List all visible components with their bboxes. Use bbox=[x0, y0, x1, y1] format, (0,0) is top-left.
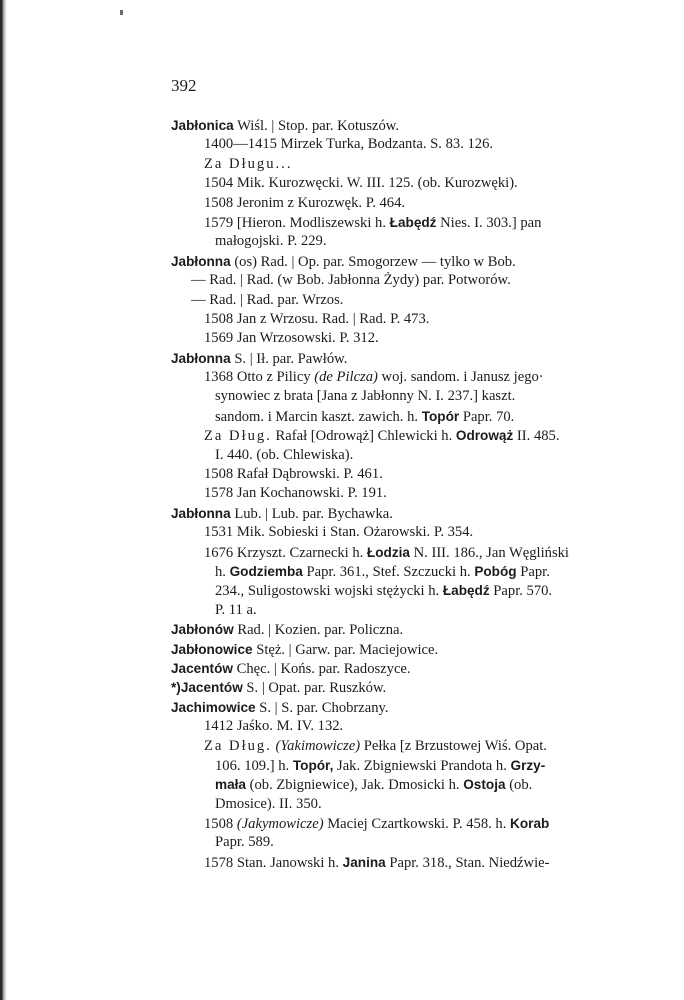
bold-term: Godziemba bbox=[229, 563, 303, 579]
bold-term: Jabłonna bbox=[171, 350, 231, 366]
text-run: 1508 bbox=[204, 816, 237, 833]
text-run: Za Dług. bbox=[204, 737, 272, 754]
text-run: P. 11 a. bbox=[215, 601, 257, 618]
bold-term: Łabędź bbox=[389, 214, 437, 230]
text-run: II. 485. bbox=[513, 428, 560, 445]
text-run: Papr. 318., Stan. Niedźwie- bbox=[385, 854, 550, 871]
text-run: Papr. 570. bbox=[489, 583, 553, 600]
bold-term: Pobóg bbox=[474, 563, 517, 579]
text-run: Stęż. | Garw. par. Maciejowice. bbox=[252, 641, 439, 658]
text-run: S. | Ił. par. Pawłów. bbox=[230, 350, 348, 367]
italic-variant: (Jakymowicze) bbox=[236, 816, 324, 833]
entry-heading-line bbox=[171, 349, 626, 368]
text-run: Za Długu... bbox=[204, 155, 293, 172]
bold-term: Odrowąż bbox=[455, 428, 514, 444]
entry-detail-line bbox=[171, 795, 626, 814]
entry-detail-line bbox=[171, 387, 626, 406]
bold-term: Topór, bbox=[292, 757, 334, 773]
text-run: (os) Rad. | Op. par. Smogorzew — tylko w Bob. bbox=[230, 253, 516, 270]
entry-detail-line bbox=[171, 853, 626, 872]
text-run: Rad. | Kozien. par. Policzna. bbox=[233, 622, 404, 639]
text-run: (ob. bbox=[505, 777, 533, 794]
text-run: Dmosice). II. 350. bbox=[215, 795, 322, 812]
text-run: synowiec z brata [Jana z Jabłonny N. I. 237.] kaszt. bbox=[215, 388, 516, 405]
entry-detail-line bbox=[171, 446, 626, 465]
gazetteer-text-block bbox=[171, 116, 626, 872]
text-run: (ob. Zbigniewice), Jak. Dmosicki h. bbox=[245, 777, 464, 794]
scan-mark bbox=[120, 10, 123, 15]
entry-detail-line bbox=[171, 562, 626, 581]
entry-detail-line bbox=[171, 601, 626, 620]
entry-heading-line bbox=[171, 659, 626, 678]
text-run: Pełka [z Brzustowej Wiś. Opat. bbox=[360, 737, 547, 754]
entry-detail-line bbox=[171, 484, 626, 503]
entry-detail-line bbox=[171, 543, 626, 562]
bold-term: Łabędź bbox=[442, 583, 490, 599]
text-run: Maciej Czartkowski. P. 458. h. bbox=[323, 816, 511, 833]
text-run: Papr. 70. bbox=[459, 408, 515, 425]
entry-detail-line bbox=[171, 775, 626, 794]
entry-detail-line bbox=[171, 814, 626, 833]
text-run: I. 440. (ob. Chlewiska). bbox=[215, 446, 354, 463]
italic-variant: (Yakimowicze) bbox=[275, 737, 361, 754]
text-run: 1508 Jeronim z Kurozwęk. P. 464. bbox=[204, 194, 406, 211]
bold-term: Korab bbox=[510, 816, 550, 832]
text-run: Chęc. | Końs. par. Radoszyce. bbox=[232, 660, 411, 677]
text-run: S. | S. par. Chobrzany. bbox=[255, 699, 389, 716]
text-run: 1579 [Hieron. Modliszewski h. bbox=[204, 214, 390, 231]
bold-term: Jabłonów bbox=[171, 622, 234, 638]
text-run: 1508 Jan z Wrzosu. Rad. | Rad. P. 473. bbox=[204, 310, 430, 327]
text-run: 1412 Jaśko. M. IV. 132. bbox=[204, 718, 344, 735]
bold-term: Jabłonna bbox=[171, 505, 231, 521]
text-run: małogojski. P. 229. bbox=[215, 233, 327, 250]
entry-detail-line bbox=[171, 717, 626, 736]
entry-detail-line bbox=[171, 271, 626, 290]
entry-detail-line bbox=[171, 756, 626, 775]
entry-detail-line bbox=[171, 329, 626, 348]
entry-heading-line bbox=[171, 252, 626, 271]
entry-detail-line bbox=[171, 368, 626, 387]
text-run: 1569 Jan Wrzosowski. P. 312. bbox=[204, 330, 379, 347]
text-run: Lub. | Lub. par. Bychawka. bbox=[230, 505, 393, 522]
entry-heading-line bbox=[171, 678, 626, 697]
text-run: 1676 Krzyszt. Czarnecki h. bbox=[204, 544, 367, 561]
text-run: sandom. i Marcin kaszt. zawich. h. bbox=[215, 408, 422, 425]
entry-detail-line bbox=[171, 174, 626, 193]
page-edge-shadow bbox=[0, 0, 7, 1000]
bold-term: Ostoja bbox=[463, 777, 506, 793]
text-run: h. bbox=[215, 563, 230, 580]
entry-heading-line bbox=[171, 640, 626, 659]
entry-heading-line bbox=[171, 620, 626, 639]
bold-term: Grzy- bbox=[510, 757, 546, 773]
text-run: 1504 Mik. Kurozwęcki. W. III. 125. (ob. Kurozwęki). bbox=[204, 175, 518, 192]
entry-detail-line bbox=[171, 737, 626, 756]
text-run: 1578 Jan Kochanowski. P. 191. bbox=[204, 485, 387, 502]
text-run: 1400—1415 Mirzek Turka, Bodzanta. S. 83. 126. bbox=[204, 136, 494, 153]
bold-term: Janina bbox=[342, 854, 386, 870]
entry-detail-line bbox=[171, 426, 626, 445]
bold-term: Jabłonowice bbox=[171, 641, 253, 657]
entry-detail-line bbox=[171, 465, 626, 484]
text-run: — Rad. | Rad. par. Wrzos. bbox=[191, 291, 344, 308]
text-run: 234., Suligostowski wojski stężycki h. bbox=[215, 583, 443, 600]
text-run: Rafał [Odrowąż] Chlewicki h. bbox=[271, 428, 456, 445]
text-run: woj. sandom. i Janusz jego· bbox=[377, 369, 544, 386]
bold-term: Jachimowice bbox=[171, 699, 256, 715]
bold-term: Jabłonna bbox=[171, 253, 231, 269]
entry-detail-line bbox=[171, 581, 626, 600]
text-run: Za Dług. bbox=[204, 428, 272, 445]
italic-variant: (de Pilcza) bbox=[314, 369, 378, 386]
entry-detail-line bbox=[171, 523, 626, 542]
page-number: 392 bbox=[171, 76, 197, 95]
entry-detail-line bbox=[171, 407, 626, 426]
bold-term: Jabłonica bbox=[171, 118, 234, 133]
bold-term: Jacentów bbox=[171, 660, 233, 676]
entry-detail-line bbox=[171, 232, 626, 251]
text-run: Nies. I. 303.] pan bbox=[436, 214, 542, 231]
text-run: — Rad. | Rad. (w Bob. Jabłonna Żydy) par. Potworów. bbox=[191, 272, 511, 289]
text-run: 1368 Otto z Pilicy bbox=[204, 369, 315, 386]
bold-term: *)Jacentów bbox=[171, 680, 243, 696]
text-run: Papr. 361., Stef. Szczucki h. bbox=[302, 563, 475, 580]
text-run: Papr. 589. bbox=[215, 834, 274, 851]
entry-detail-line bbox=[171, 155, 626, 174]
bold-term: Topór bbox=[421, 408, 460, 424]
text-run: 1508 Rafał Dąbrowski. P. 461. bbox=[204, 466, 383, 483]
text-run: N. III. 186., Jan Węgliński bbox=[409, 544, 569, 561]
entry-detail-line bbox=[171, 310, 626, 329]
text-run: 1531 Mik. Sobieski i Stan. Ożarowski. P. 354. bbox=[204, 524, 474, 541]
entry-heading-line bbox=[171, 698, 626, 717]
bold-term: mała bbox=[215, 777, 246, 793]
text-run: Jak. Zbigniewski Prandota h. bbox=[333, 757, 511, 774]
text-run: Papr. bbox=[516, 563, 550, 580]
entry-heading-line bbox=[171, 504, 626, 523]
entry-heading-line bbox=[171, 116, 626, 135]
entry-detail-line bbox=[171, 291, 626, 310]
entry-detail-line bbox=[171, 135, 626, 154]
entry-detail-line bbox=[171, 194, 626, 213]
entry-detail-line bbox=[171, 833, 626, 852]
bold-term: Łodzia bbox=[366, 544, 410, 560]
entry-detail-line bbox=[171, 213, 626, 232]
text-run: 1578 Stan. Janowski h. bbox=[204, 854, 343, 871]
text-run: Wiśl. | Stop. par. Kotuszów. bbox=[233, 118, 400, 134]
text-run: S. | Opat. par. Ruszków. bbox=[242, 680, 387, 697]
text-run: 106. 109.] h. bbox=[215, 757, 293, 774]
